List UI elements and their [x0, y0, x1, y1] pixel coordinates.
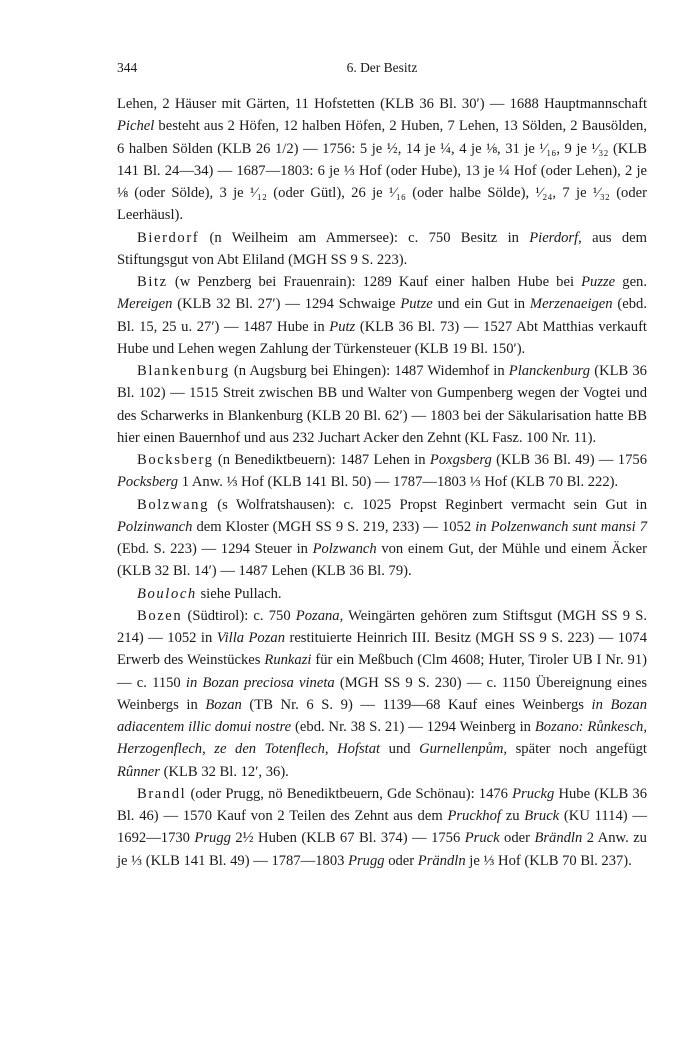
- entry-text: (KLB 36 Bl. 49) — 1756: [491, 452, 647, 468]
- entry-paragraph: [117, 227, 647, 272]
- italic-term: Prugg: [348, 852, 385, 869]
- italic-term: Gurnellenpům: [419, 741, 504, 758]
- entry-paragraph: [117, 449, 647, 494]
- page-number: 344: [117, 60, 138, 75]
- entry-text: (oder Prugg, nö Benediktbeuern, Gde Schönau): 1476: [186, 785, 513, 802]
- italic-term: Mereigen: [117, 296, 173, 313]
- entry-text: siehe Pullach.: [196, 585, 282, 602]
- italic-term: Prändln: [417, 852, 466, 869]
- italic-term: Pocksberg: [117, 474, 179, 491]
- entry-text: Lehen, 2 Häuser mit Gärten, 11 Hofstetten (KLB 36 Bl. 30′) — 1688 Hauptmannschaft: [117, 96, 647, 112]
- entry-text: oder: [499, 830, 535, 847]
- entry-text: und ein Gut in: [432, 296, 530, 313]
- entry-text: (Ebd. S. 223) — 1294 Steuer in: [117, 541, 313, 557]
- italic-term: Pruckhof: [447, 808, 501, 824]
- entry-paragraph: [117, 583, 647, 605]
- italic-term: Pozana: [295, 607, 340, 624]
- entry-text: gen.: [615, 274, 647, 290]
- entry-heading: Bocksberg: [137, 452, 214, 468]
- entry-text: restituierte Heinrich III. Besitz (MGH SS 9 S. 223) — 1074 Erwerb des Weinstückes: [117, 630, 647, 669]
- entry-text: (Südtirol): c. 750: [182, 607, 296, 624]
- entry-text: (n Weilheim am Ammersee): c. 750 Besitz in: [199, 229, 530, 246]
- entry-paragraph: [117, 494, 647, 583]
- italic-term: Bozan: [205, 696, 242, 713]
- entry-paragraph: [117, 360, 647, 449]
- entry-paragraph: [117, 605, 647, 783]
- entry-text: für ein Meßbuch (Clm 4608; Huter, Tiroler UB I Nr. 91) — c. 1150: [117, 652, 648, 691]
- italic-term: Puzze: [581, 274, 616, 290]
- italic-term: Putz: [329, 318, 356, 335]
- italic-term: Pruckg: [512, 785, 555, 802]
- italic-term: in Polzenwanch sunt mansi 7: [475, 518, 647, 535]
- italic-term: Rûnner: [117, 763, 160, 780]
- entry-text: , aus dem Stiftungsgut von Abt Eliland (MGH SS 9 S. 223).: [117, 229, 647, 268]
- entry-text: (KLB 36 Bl. 102) — 1515 Streit zwischen BB und Walter von Gumpenberg wegen der Vogtei und des Scharwerks in Blankenburg (KLB 20 Bl. 62′) — 1803 bei der Säkularisation hatte BB hier einen Bauernhof und aus 232 Juchart Acker den Zehnt (KL Fasz. 100 Nr. 11).: [117, 363, 647, 446]
- page-body: [117, 93, 647, 872]
- italic-term: Polzwanch: [312, 541, 377, 557]
- entry-text: besteht aus 2 Höfen, 12 halben Höfen, 2 Huben, 7 Lehen, 13 Sölden, 2 Bausölden, 6 halben Sölden (KLB 26 1/2) — 1756: 5 je ½, 14 je ¼, 4 je ⅛, 31 je ¹⁄₁₆, 9 je ¹⁄₃₂ (KLB 141 Bl. 24—34) — 1687—1803: 6 je ⅓ Hof (oder Hube), 13 je ¼ Hof (oder Lehen), 2 je ⅛ (oder Sölde), 3 je ¹⁄₁₂ (oder Gütl), 26 je ¹⁄₁₆ (oder halbe Sölde), ¹⁄₂₄, 7 je ¹⁄₃₂ (oder Leerhäusl).: [117, 118, 647, 224]
- entry-heading: Bierdorf: [137, 229, 200, 246]
- entry-text: und: [380, 741, 420, 758]
- entry-text: von einem Gut, der Mühle und einem Äcker (KLB 32 Bl. 14′) — 1487 Lehen (KLB 36 Bl. 79).: [117, 541, 647, 580]
- entry-text: (s Wolfratshausen): c. 1025 Propst Reginbert vermacht sein Gut in: [208, 496, 647, 513]
- entry-heading: Bozen: [137, 607, 183, 624]
- entry-paragraph: [117, 271, 647, 360]
- entry-text: (TB Nr. 6 S. 9) — 1139—68 Kauf eines Weinbergs: [241, 696, 592, 713]
- italic-term: Planckenburg: [508, 363, 591, 379]
- entry-text: Hube (KLB 36 Bl. 46) — 1570 Kauf von 2 Teilen des Zehnt aus dem: [117, 785, 647, 824]
- entry-text: (MGH SS 9 S. 230) — c. 1150 Übereignung eines Weinbergs in: [117, 674, 648, 713]
- entry-paragraph: [117, 93, 647, 227]
- entry-text: (n Benediktbeuern): 1487 Lehen in: [213, 452, 430, 468]
- entry-text: , später noch angefügt: [503, 741, 647, 758]
- entry-text: , Weingärten gehören zum Stiftsgut (MGH SS 9 S. 214) — 1052 in: [117, 607, 647, 646]
- entry-text: 1 Anw. ⅓ Hof (KLB 141 Bl. 50) — 1787—1803 ⅓ Hof (KLB 70 Bl. 222).: [178, 474, 619, 491]
- entry-text: oder: [384, 852, 418, 869]
- running-title: 6. Der Besitz: [346, 60, 418, 75]
- page-header: [117, 60, 647, 80]
- entry-paragraph: [117, 783, 647, 872]
- entry-text: (w Penzberg bei Frauenrain): 1289 Kauf einer halben Hube bei: [167, 274, 582, 290]
- entry-text: 2½ Huben (KLB 67 Bl. 374) — 1756: [230, 830, 465, 847]
- entry-text: (KU 1114) — 1692—1730: [117, 808, 647, 847]
- entry-text: 2 Anw. zu je ⅓ (KLB 141 Bl. 49) — 1787—1803: [117, 830, 647, 869]
- entry-text: zu: [500, 808, 525, 824]
- italic-term: Merzenaeigen: [529, 296, 613, 313]
- italic-term: Runkazi: [264, 652, 312, 669]
- entry-text: (KLB 32 Bl. 12′, 36).: [159, 763, 289, 780]
- italic-term: Brändln: [534, 830, 583, 847]
- entry-heading: Bolzwang: [137, 496, 209, 513]
- italic-term: Polzinwanch: [117, 518, 193, 535]
- italic-term: Pierdorf: [529, 229, 579, 246]
- italic-term: Prugg: [194, 830, 231, 847]
- entry-heading: Bitz: [137, 274, 168, 290]
- italic-term: Bozano: Růnkesch, Herzogenflech, ze den Totenflech, Hofstat: [117, 719, 647, 758]
- italic-term: Pichel: [117, 118, 155, 135]
- entry-heading: Bouloch: [137, 585, 197, 602]
- entry-text: (KLB 32 Bl. 27′) — 1294 Schwaige: [172, 296, 401, 313]
- italic-term: Bruck: [524, 808, 560, 824]
- italic-term: Villa Pozan: [216, 630, 285, 646]
- italic-term: Pruck: [464, 830, 500, 847]
- italic-term: Putze: [400, 296, 433, 313]
- entry-text: (n Augsburg bei Ehingen): 1487 Widemhof in: [229, 363, 509, 379]
- entry-text: (KLB 36 Bl. 73) — 1527 Abt Matthias verkauft Hube und Lehen wegen Zahlung der Türkensteuer (KLB 19 Bl. 150′).: [117, 318, 647, 357]
- entry-text: je ⅓ Hof (KLB 70 Bl. 237).: [465, 852, 632, 869]
- italic-term: in Bozan preciosa vineta: [185, 674, 335, 691]
- entry-text: (ebd. Bl. 15, 25 u. 27′) — 1487 Hube in: [117, 296, 647, 335]
- entry-text: (ebd. Nr. 38 S. 21) — 1294 Weinberg in: [291, 719, 535, 735]
- italic-term: in Bozan adiacentem illic domui nostre: [117, 696, 647, 735]
- entry-text: dem Kloster (MGH SS 9 S. 219, 233) — 1052: [192, 518, 476, 535]
- italic-term: Poxgsberg: [429, 452, 492, 468]
- entry-heading: Brandl: [137, 785, 187, 802]
- entry-heading: Blankenburg: [137, 363, 230, 379]
